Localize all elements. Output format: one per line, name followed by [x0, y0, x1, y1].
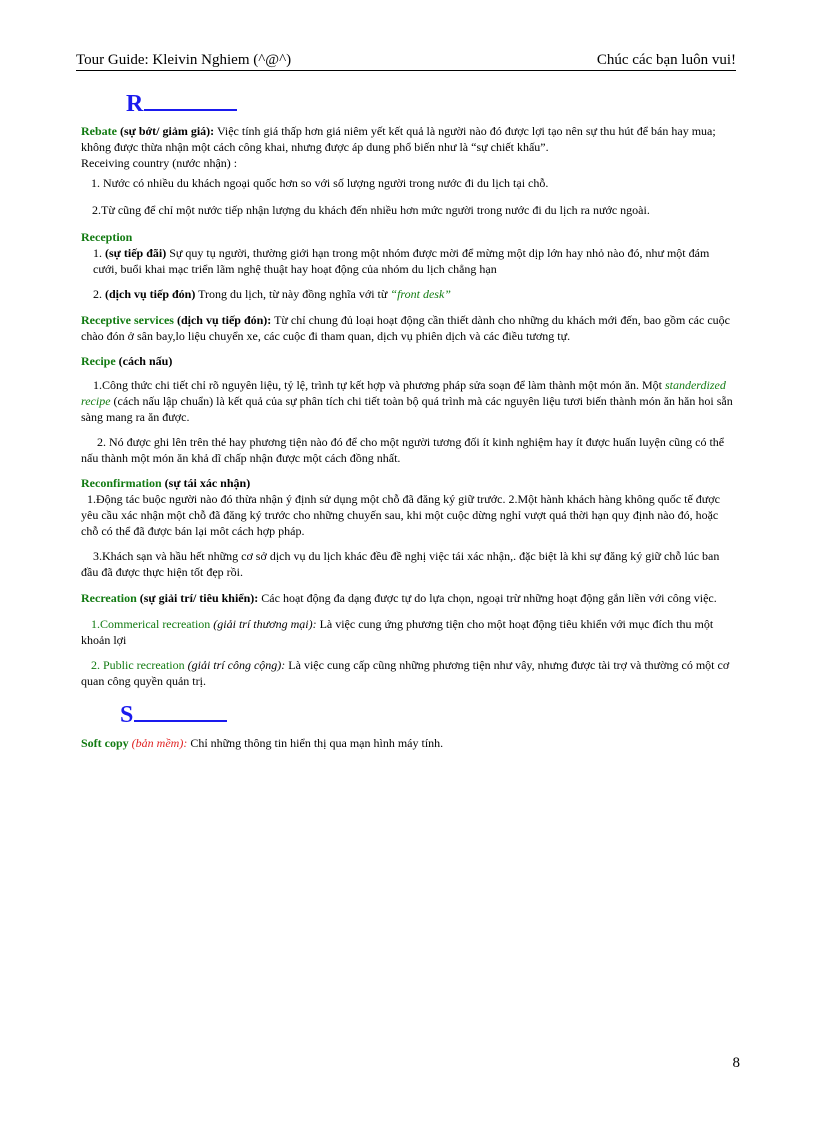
reception-item-1-num: 1.	[93, 246, 105, 260]
section-rule-s	[134, 720, 227, 722]
reception-item-2-gloss: (dịch vụ tiếp đón)	[105, 287, 196, 301]
gloss-recreation: (sự giải trí/ tiêu khiển):	[136, 591, 259, 605]
recipe-paragraph-2: 2. Nó được ghi lên trên thẻ hay phương tiện nào đó để cho một người tương đối ít kinh nghiệm hay ít được huấn luyện cũng có thể nấu thành một món ăn khả dĩ chấp nhận được một cách đồng nhất.	[81, 435, 725, 465]
def-soft-copy: Chỉ những thông tin hiển thị qua mạn hình máy tính.	[187, 736, 444, 750]
recipe-p1-term: standerdized recipe	[81, 378, 726, 408]
recreation-item-1-def: Là việc cung ứng phương tiện cho một hoạt động tiêu khiển với mục đích thu một khoản lợi	[81, 617, 714, 647]
entry-rebate	[81, 123, 736, 155]
term-receptive-services: Receptive services	[81, 313, 174, 327]
page-number: 8	[732, 1055, 740, 1071]
entry-reception	[81, 229, 736, 245]
recreation-item-1-term: 1.Commerical recreation	[91, 617, 211, 631]
def-recreation: Các hoạt động đa dạng được tự do lựa chọn, ngoại trừ những hoạt động gắn liền với công việc.	[258, 591, 717, 605]
reception-item-2	[81, 286, 736, 302]
section-r-content	[81, 123, 736, 689]
term-rebate: Rebate	[81, 124, 117, 138]
def-rebate: Việc tính giá thấp hơn giá niêm yết kết quả là người nào đó được lợi tạo nên sự thu hút để bán hay mua; không được thừa nhận một cách công khai, nhưng được áp dung phổ biến như là “sự chiết khấu”.	[81, 124, 716, 154]
recreation-item-1-gloss: (giải trí thương mại):	[210, 617, 317, 631]
term-reception: Reception	[81, 230, 133, 244]
recreation-item-2-gloss: (giải trí công cộng):	[184, 658, 286, 672]
gloss-rebate: (sự bớt/ giảm giá):	[117, 124, 215, 138]
reception-item-2-def: Trong du lịch, từ này đồng nghĩa với từ	[195, 287, 391, 301]
reconfirmation-paragraph-2: 3.Khách sạn và hầu hết những cơ sở dịch vụ du lịch khác đều đề nghị việc tái xác nhận,. đặc biệt là khi sự đăng ký giữ chỗ lúc ban đầu đã được thực hiện tốt đẹp rồi.	[81, 549, 720, 579]
section-letter-r-text: R	[126, 91, 144, 117]
header-right-title: Chúc các bạn luôn vui!	[596, 52, 736, 68]
recipe-p1-a: 1.Công thức chi tiết chỉ rõ nguyên liệu, tỷ lệ, trình tự kết hợp và phương pháp sửa soạn để làm thành một món ăn. Một	[93, 378, 665, 392]
entry-receptive-services	[81, 312, 736, 344]
reception-item-1-gloss: (sự tiếp đãi)	[105, 246, 167, 260]
gloss-reconfirmation: (sự tái xác nhận)	[161, 476, 251, 490]
gloss-receptive-services: (dịch vụ tiếp đón):	[173, 313, 272, 327]
reconfirmation-paragraph-1: 1.Động tác buộc người nào đó thừa nhận ý định sử dụng một chỗ đã đăng ký giữ trước. 2.Một hành khách hàng không quốc tế được yêu cầu xác nhận một chỗ đã đăng ký trước cho những chuyến sau, khi một cuộc dừng nghỉ vượt quá thời hạn quy định nào đó, hoặc chỗ có thể đã được bán lại môt cách hợp pháp.	[81, 492, 720, 538]
receiving-item-2: 2.Từ cũng để chỉ một nước tiếp nhận lượng du khách đến nhiều hơn mức người trong nước đi du lịch ra nước ngoài.	[92, 203, 650, 217]
recreation-item-2-term: 2. Public recreation	[91, 658, 185, 672]
section-rule-r	[144, 109, 237, 111]
reception-item-1	[81, 245, 736, 277]
def-receptive-services: Từ chỉ chung đủ loại hoạt động cần thiết dành cho những du khách mới đến, bao gồm các cuộc chào đón ở sân bay,lo liệu chuyển xe, các cuộc đi tham quan, dịch vụ phiên dịch và các điều tương tự.	[81, 313, 730, 343]
term-receiving-country: Receiving country (nước nhận) :	[81, 156, 238, 170]
entry-soft-copy	[81, 735, 736, 751]
term-soft-copy: Soft copy	[81, 736, 129, 750]
recipe-paragraph-1	[81, 377, 736, 425]
gloss-recipe: (cách nấu)	[115, 354, 173, 368]
receiving-item-1: 1. Nước có nhiều du khách ngoại quốc hơn so với số lượng người trong nước đi du lịch tại chỗ.	[91, 176, 549, 190]
reception-item-1-def: Sự quy tụ người, thường giới hạn trong một nhóm được mời để mừng một dịp lớn hay nhỏ nào đó, như một đám cưới, buổi khai mạc triển lãm nghệ thuật hay hoạt động của nhóm du lịch chẳng hạn	[93, 246, 710, 276]
recreation-item-2-def: Là việc cung cấp cũng những phương tiện như vây, nhưng được tài trợ và thường có một cơ quan công quyền quản trị.	[81, 658, 730, 688]
entry-recreation	[81, 590, 736, 606]
term-recipe: Recipe	[81, 354, 116, 368]
gloss-soft-copy: (bản mềm):	[128, 736, 188, 750]
term-recreation: Recreation	[81, 591, 137, 605]
section-letter-r	[126, 90, 237, 118]
entry-receiving-country	[81, 155, 736, 171]
reception-item-2-num: 2.	[93, 287, 105, 301]
term-reconfirmation: Reconfirmation	[81, 476, 162, 490]
header-left-title: Tour Guide: Kleivin Nghiem (^@^)	[76, 52, 292, 68]
recreation-item-1	[81, 616, 736, 648]
section-letter-s-text: S	[120, 702, 134, 728]
entry-reconfirmation	[81, 475, 736, 491]
section-letter-s	[120, 701, 227, 729]
entry-recipe	[81, 353, 736, 369]
recreation-item-2	[81, 657, 736, 689]
recipe-p1-b: (cách nấu lập chuẩn) là kết quả của sự phân tích chi tiết toàn bộ quá trình mà các nguyên liệu tươi biến thành món ăn hăn hoi sẵn sàng mang ra ăn được.	[81, 394, 733, 424]
page-header	[76, 50, 736, 71]
reception-item-2-term: “front desk”	[390, 287, 451, 301]
section-s-content	[81, 735, 736, 751]
